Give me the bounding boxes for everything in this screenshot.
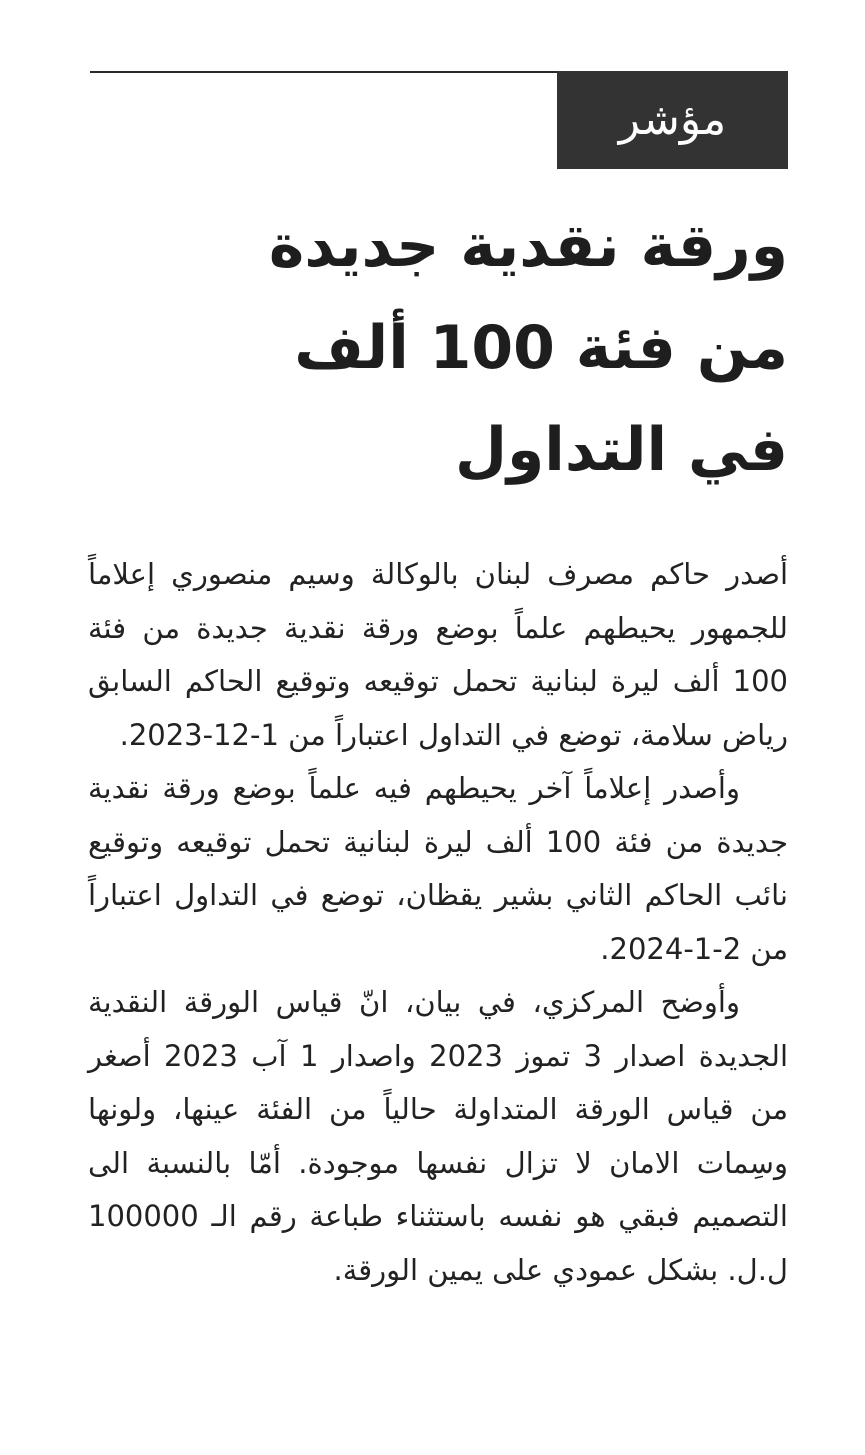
headline-line: ورقة نقدية جديدة	[268, 211, 788, 281]
headline-line: في التداول	[454, 415, 788, 485]
body-paragraph: وأصدر إعلاماً آخر يحيطهم فيه علماً بوضع ورقة نقدية جديدة من فئة 100 ألف ليرة لبنانية تحمل توقيعه وتوقيع نائب الحاكم الثاني بشير يقظان، توضع في التداول اعتباراً من 2-1-2024.	[88, 771, 788, 966]
article-headline	[90, 195, 788, 501]
article-body	[88, 548, 788, 1297]
section-label: مؤشر	[557, 71, 788, 169]
body-paragraph: وأوضح المركزي، في بيان، انّ قياس الورقة النقدية الجديدة اصدار 3 تموز 2023 واصدار 1 آب 2023 أصغر من قياس الورقة المتداولة حالياً من الفئة عينها، ولونها وسِمات الامان لا تزال نفسها موجودة. أمّا بالنسبة الى التصميم فبقي هو نفسه باستثناء طباعة رقم الـ 100000 ل.ل. بشكل عمودي على يمين الورقة.	[88, 985, 788, 1287]
body-paragraph: أصدر حاكم مصرف لبنان بالوكالة وسيم منصوري إعلاماً للجمهور يحيطهم علماً بوضع ورقة نقدية جديدة من فئة 100 ألف ليرة لبنانية تحمل توقيعه وتوقيع الحاكم السابق رياض سلامة، توضع في التداول اعتباراً من 1-12-2023.	[88, 557, 788, 752]
headline-line: من فئة 100 ألف	[294, 313, 788, 383]
